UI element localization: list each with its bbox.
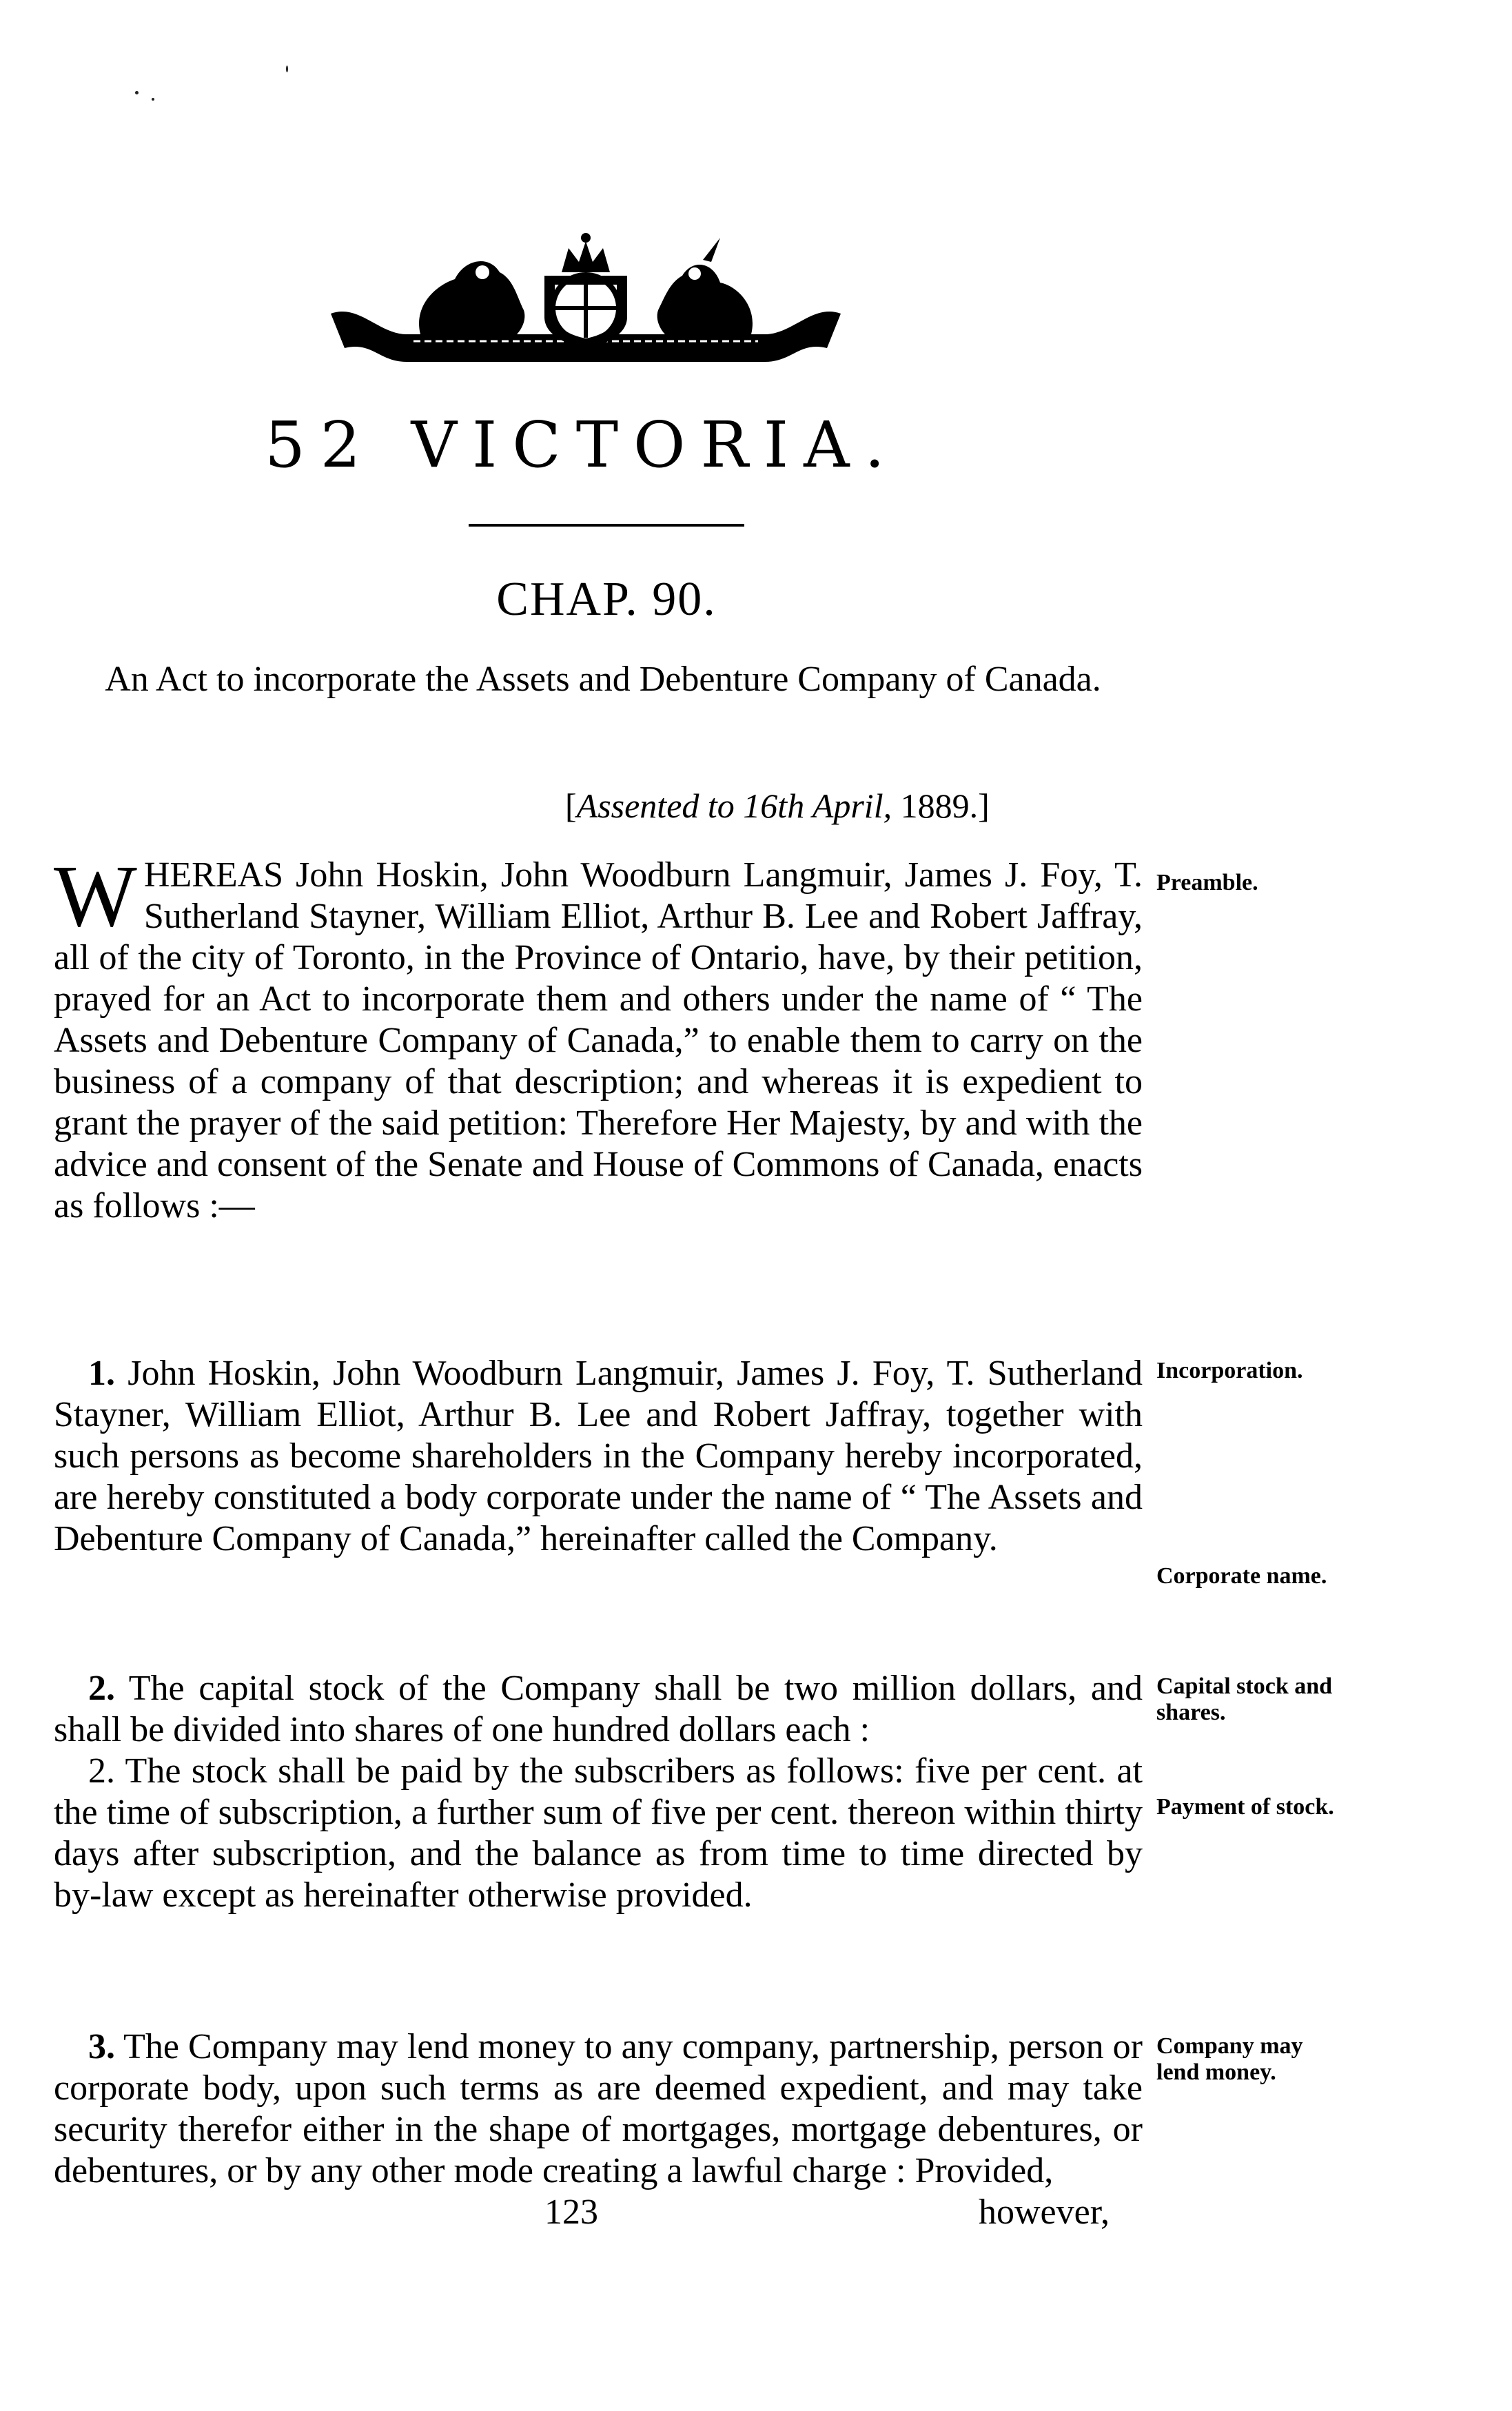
regnal-title: 52 VICTORIA. — [265, 408, 900, 482]
scan-speck — [286, 65, 288, 72]
catchword: however, — [979, 2193, 1110, 2232]
dropcap: W — [54, 847, 137, 945]
page-number: 123 — [544, 2193, 598, 2232]
sidenote-incorporation: Incorporation. — [1156, 1358, 1303, 1383]
sidenote-payment: Payment of stock. — [1156, 1794, 1334, 1820]
section-text: The Company may lend money to any company, partnership, person or corporate body, upon such terms as are deemed expedient, and may take security therefor either in the shape of mortgages, mortgage debentures, or debentures, or by any other mode creating a lawful charge : Provided, — [54, 2027, 1143, 2190]
title-rule — [469, 524, 744, 527]
sidenote-preamble: Preamble. — [1156, 870, 1258, 895]
section-number: 3. — [88, 2027, 115, 2066]
assent-day: 16th — [743, 786, 805, 825]
preamble — [54, 847, 1143, 1227]
assent-year: 1889. — [892, 786, 979, 825]
section-text: The capital stock of the Company shall be two million dollars, and shall be divided into shares of one hundred dollars each : — [54, 1669, 1143, 1749]
section-number: 2. — [88, 1669, 115, 1708]
section-1 — [54, 1353, 1143, 1560]
sidenote-corporate-name: Corporate name. — [1156, 1563, 1327, 1589]
assent-prefix: Assented to — [576, 786, 744, 825]
section-number: 1. — [88, 1354, 115, 1393]
scan-speck — [152, 98, 154, 101]
act-title: An Act to incorporate the Assets and Debenture Company of Canada. — [105, 660, 1101, 699]
section-text: John Hoskin, John Woodburn Langmuir, James J. Foy, T. Sutherland Stayner, William Elliot, Arthur B. Lee and Robert Jaffray, together with such persons as become shareholders in the Company hereby incorporated, are hereby constituted a body corporate under the name of “ The Assets and Debenture Company of Canada,” hereinafter called the Company. — [54, 1354, 1143, 1558]
assent-month: April, — [804, 786, 892, 825]
preamble-text: HEREAS John Hoskin, John Woodburn Langmuir, James J. Foy, T. Sutherland Stayner, William Elliot, Arthur B. Lee and Robert Jaffray, all of the city of Toronto, in the Province of Ontario, have, by their petition, prayed for an Act to incorporate them and others under the name of “ The Assets and Debenture Company of Canada,” to enable them to carry on the business of a company of that description; and whereas it is expedient to grant the prayer of the said petition: Therefore Her Majesty, by and with the advice and consent of the Senate and House of Commons of Canada, enacts as follows :— — [54, 855, 1143, 1225]
assent-date: [Assented to 16th April, 1889.] — [565, 786, 990, 825]
royal-coat-of-arms-icon — [317, 231, 855, 389]
chapter-heading: CHAP. 90. — [496, 573, 717, 626]
sidenote-capital-stock: Capital stock and shares. — [1156, 1674, 1333, 1725]
section-subtext: 2. The stock shall be paid by the subscribers as follows: five per cent. at the time of subscription, a further sum of five per cent. thereon within thirty days after subscription, and the balance as from time to time directed by by-law except as hereinafter otherwise provided. — [54, 1751, 1143, 1915]
section-3 — [54, 2026, 1143, 2192]
sidenote-lend-money: Company may lend money. — [1156, 2033, 1303, 2085]
scan-speck — [135, 91, 139, 94]
section-2 — [54, 1668, 1143, 1916]
